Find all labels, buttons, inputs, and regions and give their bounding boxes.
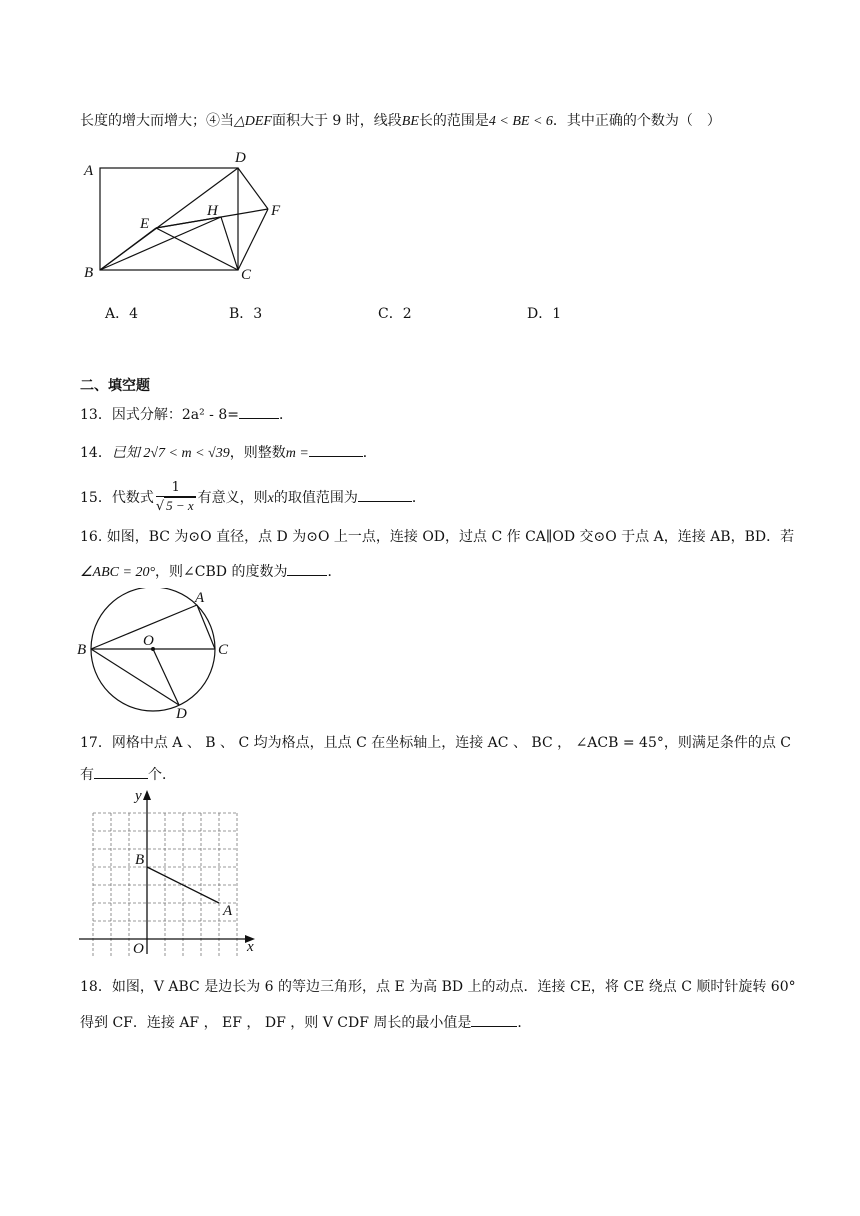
- q12-label-e: E: [140, 216, 150, 232]
- q13-number: 13．: [80, 407, 112, 423]
- q13-text: 因式分解：2a² - 8=: [111, 407, 239, 423]
- q16-answer-blank[interactable]: [287, 561, 327, 576]
- q18-end: ．: [517, 1015, 532, 1031]
- q12-text-start: 长度的增大而增大；④当: [80, 113, 234, 129]
- q15-text1: 代数式: [111, 490, 154, 506]
- q16-line2: [80, 561, 341, 584]
- q14-answer-blank[interactable]: [309, 442, 363, 457]
- q16-label-a: A: [195, 590, 205, 606]
- q12-label-h: H: [207, 203, 218, 219]
- q13: [80, 404, 293, 426]
- q12-option-a[interactable]: A．4: [105, 306, 139, 322]
- q15-fraction: $\frac{1}{√ 5 - x}$: [155, 480, 194, 514]
- q17-label-y: y: [135, 788, 142, 804]
- q16-angle: ∠ABC = 20°: [80, 565, 156, 580]
- q16-label-c: C: [218, 642, 229, 658]
- q12-text-mid1: 面积大于 9 时，线段: [271, 113, 402, 129]
- q14-inequality: 已知 2√7 < m < √39: [111, 446, 230, 461]
- q16-text: ，则∠CBD 的度数为: [155, 564, 288, 580]
- q17-label-x: x: [247, 939, 254, 955]
- q14-end: ．: [362, 445, 377, 461]
- q16-label-b: B: [77, 642, 87, 658]
- q17-grid-figure: [75, 786, 260, 956]
- q12-label-f: F: [271, 203, 281, 219]
- q15-text2: 有意义，则: [197, 490, 268, 506]
- q14-text: ，则整数: [229, 445, 286, 461]
- q17-label-a: A: [223, 903, 233, 919]
- q12-label-a: A: [84, 163, 94, 179]
- q16-end: ．: [327, 564, 342, 580]
- q17-line1: 17．网格中点 A 、 B 、 C 均为格点，且点 C 在坐标轴上，连接 AC 、 BC ， ∠ACB = 45°，则满足条件的点 C: [80, 735, 792, 751]
- q16-circle-figure: [75, 588, 245, 723]
- q12-text-mid2: 长的范围是: [418, 113, 489, 129]
- q15-end: ．: [411, 490, 426, 506]
- q12-label-d: D: [235, 150, 246, 166]
- q16-label-d: D: [176, 706, 187, 722]
- q17-line2: [80, 764, 176, 786]
- q12-range: 4 < BE < 6: [488, 114, 553, 129]
- q12-triangle: △DEF: [234, 114, 272, 129]
- q12-be: BE: [401, 114, 419, 129]
- q17-text-b: 个．: [148, 767, 176, 783]
- q15-text3: 的取值范围为: [273, 490, 358, 506]
- q12-label-c: C: [241, 267, 252, 283]
- q17-text-a: 有: [80, 767, 94, 783]
- q12-rectangle-figure: [78, 145, 293, 285]
- q15-denominator: 5 − x: [166, 498, 194, 513]
- q12-text-end: ．其中正确的个数为（ ）: [552, 113, 721, 129]
- q16-line1: 16. 如图，BC 为⊙O 直径，点 D 为⊙O 上一点，连接 OD，过点 C 作 CA∥OD 交⊙O 于点 A，连接 AB，BD．若: [80, 529, 795, 545]
- q15-x: x: [267, 491, 274, 506]
- q17-answer-blank[interactable]: [94, 764, 148, 779]
- q18-text: 得到 CF．连接 AF ， EF ， DF ，则 V CDF 周长的最小值是: [80, 1015, 472, 1031]
- q13-answer-blank[interactable]: [239, 404, 279, 419]
- q12-text-line: [80, 110, 721, 133]
- q16-label-o: O: [143, 633, 154, 649]
- q12-option-c[interactable]: C．2: [378, 306, 412, 322]
- q15: [80, 478, 426, 519]
- q17-label-b: B: [135, 852, 145, 868]
- q12-label-b: B: [84, 265, 94, 281]
- q14: [80, 442, 377, 465]
- q15-number: 15．: [80, 490, 112, 506]
- q15-numerator: 1: [171, 480, 180, 495]
- q14-m: m =: [285, 446, 309, 461]
- q13-end: ．: [278, 407, 293, 423]
- q17-label-o: O: [133, 941, 144, 956]
- q18-line2: [80, 1012, 531, 1034]
- q14-number: 14．: [80, 445, 112, 461]
- q12-option-d[interactable]: D．1: [527, 306, 562, 322]
- q15-answer-blank[interactable]: [358, 487, 412, 502]
- q12-option-b[interactable]: B．3: [229, 306, 263, 322]
- q18-answer-blank[interactable]: [471, 1012, 517, 1027]
- q18-line1: 18．如图，V ABC 是边长为 6 的等边三角形，点 E 为高 BD 上的动点．连接 CE，将 CE 绕点 C 顺时针旋转 60°: [80, 979, 796, 995]
- section-fill-blank-title: 二、填空题: [80, 378, 150, 394]
